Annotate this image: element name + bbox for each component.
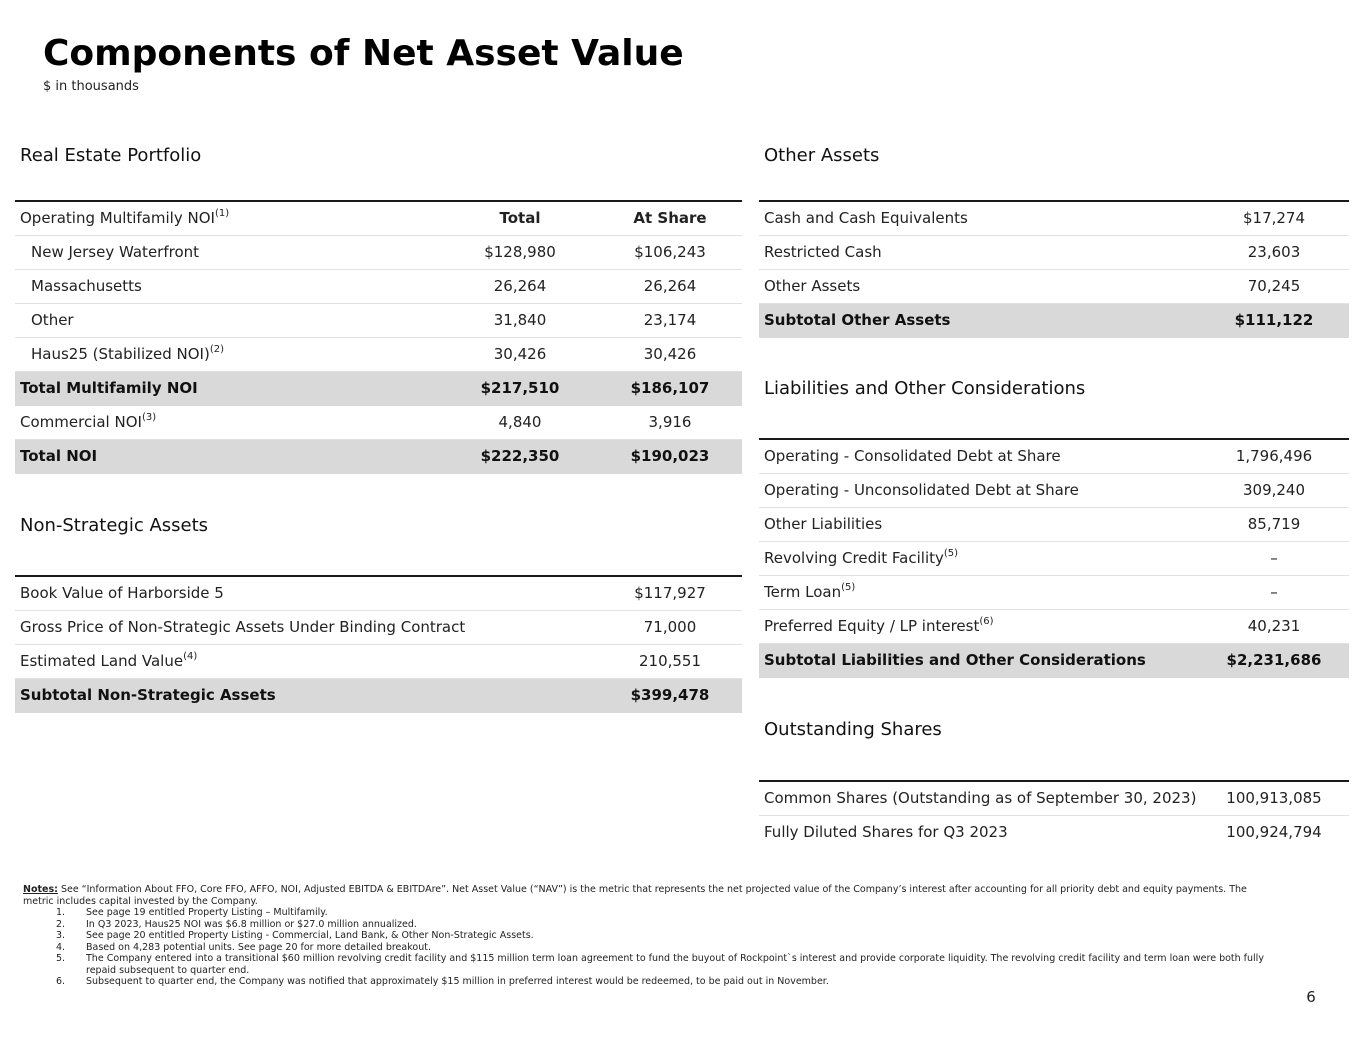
- row-value: 210,551: [638, 652, 702, 670]
- header-label: Operating Multifamily NOI$^{(1)}$: [20, 208, 230, 227]
- note-item: 1. See page 19 entitled Property Listing – Multifamily.: [56, 907, 328, 918]
- share-value: 23,174: [643, 311, 697, 329]
- table-row: [759, 474, 1349, 508]
- row-label: Estimated Land Value$^{(4)}$: [20, 651, 198, 670]
- total-value: 26,264: [493, 277, 547, 295]
- row-label: Massachusetts: [31, 277, 142, 295]
- column-header-total: Total: [499, 209, 541, 227]
- page-subtitle: $ in thousands: [43, 79, 139, 94]
- row-label: Fully Diluted Shares for Q3 2023: [764, 823, 1008, 841]
- page-number: 6: [1306, 988, 1316, 1006]
- subtotal-row: [15, 679, 742, 713]
- footnotes: [23, 884, 1273, 988]
- row-label: Other Liabilities: [764, 515, 883, 533]
- table-row: [759, 816, 1349, 849]
- table-row: [759, 508, 1349, 542]
- total-row: [15, 440, 742, 474]
- row-label: Haus25 (Stabilized NOI)$^{(2)}$: [31, 344, 224, 363]
- row-value: 40,231: [1247, 617, 1301, 635]
- row-label: Term Loan$^{(5)}$: [764, 582, 856, 601]
- table-row: [759, 202, 1349, 236]
- table-row: [15, 406, 742, 440]
- table-row: [759, 542, 1349, 576]
- total-value: $222,350: [480, 447, 560, 465]
- subtotal-row: [15, 372, 742, 406]
- total-value: $128,980: [484, 243, 556, 261]
- table-row: [15, 338, 742, 372]
- row-label: Other Assets: [764, 277, 861, 295]
- note-item: 4. Based on 4,283 potential units. See page 20 for more detailed breakout.: [56, 941, 431, 953]
- row-value: 1,796,496: [1235, 447, 1313, 465]
- note-item: 5. The Company entered into a transitional $60 million revolving credit facility and $115 million term loan agreement to fund the buyout of Rockpoint`s interest and provide corporate liquidity. The revolving credit facility and term loan were both fully repaid subsequent to quarter end.: [56, 953, 1264, 976]
- table-row: [759, 270, 1349, 304]
- total-value: 31,840: [493, 311, 547, 329]
- table-row: [15, 645, 742, 679]
- other-assets-title: Other Assets: [764, 145, 880, 166]
- other-assets-table: [759, 200, 1349, 338]
- table-row: [759, 782, 1349, 816]
- row-value: –: [1270, 583, 1278, 601]
- row-value: $117,927: [634, 584, 706, 602]
- row-value: 85,719: [1247, 515, 1301, 533]
- row-label: Other: [31, 311, 74, 329]
- row-value: 309,240: [1242, 481, 1306, 499]
- row-label: Gross Price of Non-Strategic Assets Under Binding Contract: [20, 618, 466, 636]
- real-estate-table: [15, 200, 742, 474]
- table-row: [15, 577, 742, 611]
- real-estate-portfolio-title: Real Estate Portfolio: [20, 145, 202, 166]
- row-value: 23,603: [1247, 243, 1301, 261]
- table-row: [15, 304, 742, 338]
- row-label: New Jersey Waterfront: [31, 243, 200, 261]
- row-label: Restricted Cash: [764, 243, 882, 261]
- row-label: Subtotal Non-Strategic Assets: [20, 686, 276, 704]
- table-row: [759, 576, 1349, 610]
- share-value: 3,916: [648, 413, 692, 431]
- share-value: $106,243: [634, 243, 706, 261]
- row-label: Revolving Credit Facility$^{(5)}$: [764, 548, 959, 567]
- outstanding-shares-title: Outstanding Shares: [764, 719, 942, 740]
- notes-list: [23, 907, 1273, 988]
- subtotal-row: [759, 644, 1349, 678]
- total-value: 30,426: [493, 345, 547, 363]
- row-value: 71,000: [643, 618, 697, 636]
- row-label: Common Shares (Outstanding as of September 30, 2023): [764, 789, 1197, 807]
- row-value: –: [1270, 549, 1278, 567]
- row-value: 100,913,085: [1226, 789, 1322, 807]
- subtotal-row: [759, 304, 1349, 338]
- table-row: [15, 236, 742, 270]
- outstanding-shares-table: [759, 780, 1349, 849]
- liabilities-title: Liabilities and Other Considerations: [764, 378, 1086, 399]
- column-header-at-share: At Share: [633, 209, 707, 227]
- note-item: 2. In Q3 2023, Haus25 NOI was $6.8 million or $27.0 million annualized.: [56, 918, 417, 930]
- row-label: Commercial NOI$^{(3)}$: [20, 412, 157, 431]
- row-value: $2,231,686: [1226, 651, 1322, 669]
- notes-intro: Notes: See “Information About FFO, Core FFO, AFFO, NOI, Adjusted EBITDA & EBITDAre”. Net Asset Value (“NAV”) is the metric that represents the net projected value of the Company’s interest after accounting for all priority debt and equity payments. The metric includes capital invested by the Company.: [23, 884, 1247, 907]
- page-title: Components of Net Asset Value: [43, 33, 684, 74]
- row-label: Operating - Consolidated Debt at Share: [764, 447, 1061, 465]
- share-value: $186,107: [630, 379, 710, 397]
- table-row: [15, 611, 742, 645]
- non-strategic-assets-title: Non-Strategic Assets: [20, 515, 209, 536]
- table-header-row: [15, 202, 742, 236]
- row-label: Operating - Unconsolidated Debt at Share: [764, 481, 1079, 499]
- row-value: 100,924,794: [1226, 823, 1322, 841]
- row-label: Preferred Equity / LP interest$^{(6)}$: [764, 616, 994, 635]
- row-value: $111,122: [1234, 311, 1314, 329]
- note-item: 6. Subsequent to quarter end, the Company was notified that approximately $15 million in preferred interest would be redeemed, to be paid out in November.: [56, 976, 829, 987]
- liabilities-table: [759, 438, 1349, 678]
- table-row: [759, 440, 1349, 474]
- row-value: $399,478: [630, 686, 710, 704]
- total-value: $217,510: [480, 379, 560, 397]
- row-label: Cash and Cash Equivalents: [764, 209, 968, 227]
- table-row: [15, 270, 742, 304]
- row-label: Total Multifamily NOI: [20, 379, 198, 397]
- share-value: $190,023: [630, 447, 710, 465]
- row-label: Book Value of Harborside 5: [20, 584, 224, 602]
- row-value: 70,245: [1247, 277, 1301, 295]
- row-label: Subtotal Liabilities and Other Considerations: [764, 651, 1146, 669]
- share-value: 30,426: [643, 345, 697, 363]
- non-strategic-table: [15, 575, 742, 713]
- table-row: [759, 236, 1349, 270]
- table-row: [759, 610, 1349, 644]
- total-value: 4,840: [498, 413, 542, 431]
- row-value: $17,274: [1242, 209, 1306, 227]
- row-label: Total NOI: [20, 447, 98, 465]
- share-value: 26,264: [643, 277, 697, 295]
- note-item: 3. See page 20 entitled Property Listing - Commercial, Land Bank, & Other Non-Strategic Assets.: [56, 930, 534, 941]
- row-label: Subtotal Other Assets: [764, 311, 951, 329]
